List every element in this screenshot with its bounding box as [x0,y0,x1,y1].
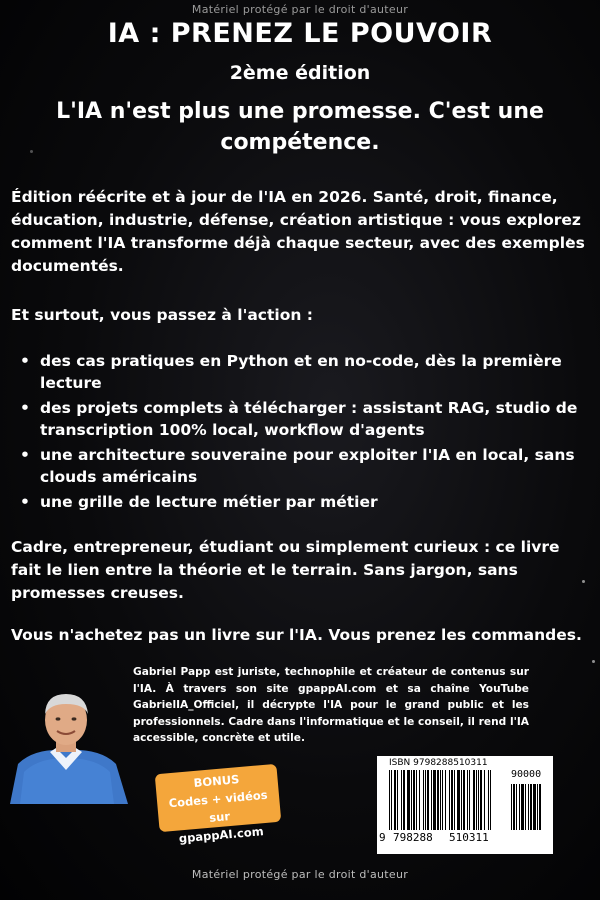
watermark-bottom: Matériel protégé par le droit d'auteur [191,868,409,881]
features-list [11,350,591,516]
barcode-bar [437,770,439,830]
intro-paragraph: Édition réécrite et à jour de l'IA en 2026. Santé, droit, finance, éducation, industrie, défense, création artistique : vous explorez comment l'IA transforme déjà chaque secteur, avec des exemples documentés. [11,188,585,275]
audience-paragraph: Cadre, entrepreneur, étudiant ou simplement curieux : ce livre fait le lien entre la théorie et le terrain. Sans jargon, sans promesses creuses. [11,538,560,602]
barcode-bar [389,770,390,830]
list-item: • des cas pratiques en Python et en no-code, dès la première lecture [11,350,591,394]
barcode-bar [440,770,441,830]
barcode-bar [467,770,468,830]
barcode-bar [473,770,475,830]
author-photo-icon [4,692,130,804]
bonus-label: BONUS [193,772,240,791]
barcode-bar [469,770,470,830]
author-photo [4,692,130,804]
closing-line: Vous n'achetez pas un livre sur l'IA. Vous prenez les commandes. [11,626,582,644]
barcode-bar [537,784,538,830]
barcode-bar [457,770,460,830]
barcode-digit-first: 9 [379,831,386,844]
barcode-bar [391,770,392,830]
barcode-bar [431,770,432,830]
barcode-bar [427,770,429,830]
list-item: • une grille de lecture métier par métier [11,491,591,513]
barcode-bar [401,770,402,830]
list-item: • une architecture souveraine pour exploiter l'IA en local, sans clouds américains [11,444,591,488]
barcode-bar [476,770,477,830]
barcode-bar [394,770,396,830]
barcode-bar [451,770,453,830]
barcode-bar [403,770,405,830]
star-decoration [592,660,595,663]
barcode-bar [519,784,520,830]
barcode-bar [521,784,524,830]
barcode-bar [530,784,532,830]
barcode-bar [416,770,417,830]
barcode-bar [480,770,482,830]
barcode-bar [449,770,450,830]
action-heading: Et surtout, vous passez à l'action : [11,306,313,324]
author-bio: Gabriel Papp est juriste, technophile et créateur de contenus sur l'IA. À travers son site gpappAI.com et sa chaîne YouTube GabrielIA_Officiel, il décrypte l'IA pour le grand public et les professionnels. Cadre dans l'informatique et le conseil, il rend l'IA accessible, concrète et utile. [133,666,529,744]
barcode-bar [425,770,426,830]
barcode-bar [528,784,529,830]
barcode-bar [397,770,398,830]
barcode-bar [513,784,515,830]
barcode-bar [411,770,412,830]
barcode-digits-right: 510311 [449,831,489,844]
tagline: L'IA n'est plus une promesse. C'est une compétence. [56,99,544,155]
barcode-bar [511,784,512,830]
barcode-bars [387,770,507,830]
isbn-label: ISBN 9798288510311 [389,758,488,768]
barcode-bar [461,770,462,830]
barcode-bar [423,770,424,830]
barcode-bar [533,784,536,830]
star-decoration [30,150,33,153]
barcode-bar [419,770,420,830]
barcode-bar [516,784,517,830]
edition-label: 2ème édition [229,62,371,84]
barcode-bar [413,770,415,830]
book-title: IA : PRENEZ LE POUVOIR [107,18,493,49]
barcode-bar [442,770,443,830]
barcode-bar [478,770,479,830]
watermark-top: Matériel protégé par le droit d'auteur [191,3,409,16]
barcode-bar [490,770,491,830]
barcode-bar [445,770,446,830]
barcode-bar [484,770,485,830]
barcode-bar [407,770,410,830]
barcode-bar [525,784,526,830]
list-item: • des projets complets à télécharger : assistant RAG, studio de transcription 100% local, workflow d'agents [11,397,591,441]
barcode-addon-bars [509,784,549,830]
bonus-line-2: gpappAI.com [178,824,265,846]
isbn-barcode [377,756,553,854]
barcode-bar [539,784,541,830]
barcode-bar [454,770,455,830]
barcode-bar [488,770,489,830]
bonus-badge [155,764,282,846]
barcode-bar [433,770,436,830]
barcode-digits-left: 798288 [393,831,433,844]
barcode-bar [463,770,465,830]
bonus-line-1: Codes + vidéos sur [168,787,269,825]
addon-number: 90000 [511,769,542,780]
